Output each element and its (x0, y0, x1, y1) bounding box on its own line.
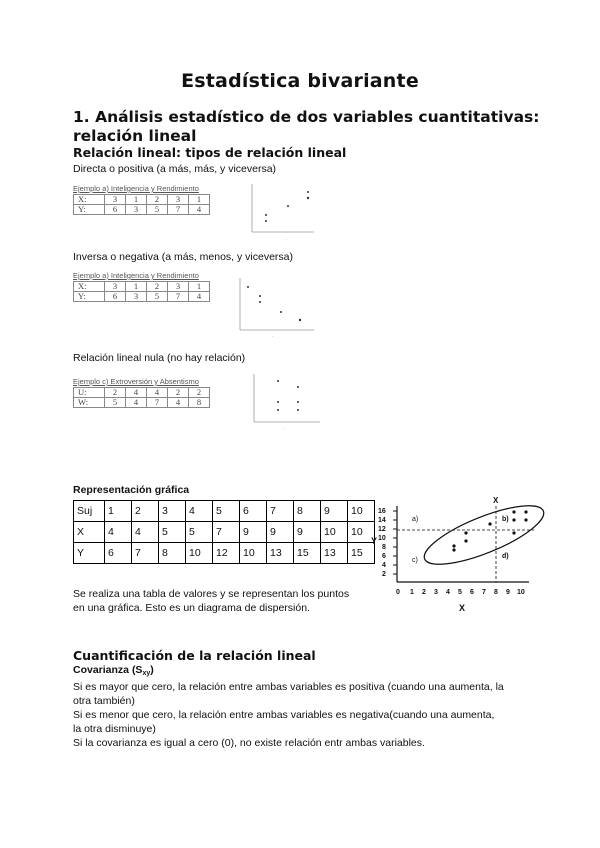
scatter-null (240, 372, 324, 432)
cell: 6 (105, 292, 126, 302)
text-line: otra también) (73, 695, 135, 707)
data-point (259, 295, 261, 297)
cell: 4 (189, 205, 210, 215)
data-point (488, 522, 491, 525)
cell: 9 (267, 522, 294, 543)
text-line: Si la covarianza es igual a cero (0), no existe relación entr ambas variables. (73, 737, 425, 749)
cell: 6 (105, 543, 132, 564)
data-point (524, 518, 527, 521)
cell: 1 (189, 282, 210, 292)
cell: 9 (321, 501, 348, 522)
text-line: la otra disminuye) (73, 723, 156, 735)
cell: 13 (321, 543, 348, 564)
cell: 10 (240, 543, 267, 564)
section-heading-line2: relación lineal (73, 127, 197, 145)
covariance-close: ) (150, 664, 154, 676)
cell: 1 (189, 195, 210, 205)
x-tick: 4 (446, 589, 450, 596)
cell: 7 (267, 501, 294, 522)
document-title: Estadística bivariante (181, 70, 419, 92)
cell: 3 (126, 205, 147, 215)
data-point (297, 386, 299, 388)
data-point (265, 214, 267, 216)
row-name: X: (74, 282, 105, 292)
text-line: en una gráfica. Esto es un diagrama de dispersión. (73, 602, 310, 614)
table-row (74, 292, 210, 302)
cell: 1 (105, 501, 132, 522)
data-point (307, 197, 309, 199)
y-tick: 8 (382, 544, 386, 551)
case-positive-label: Directa o positiva (a más, más, y viceversa) (73, 163, 277, 175)
y-ticks (393, 511, 397, 574)
cell: 4 (186, 501, 213, 522)
cell: 4 (126, 398, 147, 408)
y-tick: 2 (382, 571, 386, 578)
cell: 4 (168, 398, 189, 408)
cell: 7 (132, 543, 159, 564)
row-name: Y: (74, 205, 105, 215)
cell: 2 (105, 388, 126, 398)
case-null-caption: Ejemplo c) Extroversión y Absentismo (73, 377, 199, 386)
cell: 6 (240, 501, 267, 522)
x-tick: 0 (396, 589, 400, 596)
cell: 3 (168, 195, 189, 205)
data-point (452, 548, 455, 551)
cell: 4 (147, 388, 168, 398)
cell: 5 (105, 398, 126, 408)
table-row (74, 398, 210, 408)
cell: 1 (126, 282, 147, 292)
data-point (452, 544, 455, 547)
cell: 5 (213, 501, 240, 522)
cell: 2 (189, 388, 210, 398)
y-tick: 14 (378, 517, 386, 524)
values-table (73, 500, 378, 564)
quadrant-b-label: b) (502, 516, 509, 523)
cell: 5 (186, 522, 213, 543)
table-row (74, 543, 375, 564)
quadrant-a-label: a) (412, 516, 419, 523)
x-tick: 5 (458, 589, 462, 596)
x-axis-label: X (459, 603, 466, 613)
quantification-heading: Cuantificación de la relación lineal (73, 648, 316, 663)
row-name: U: (74, 388, 105, 398)
cell: 7 (213, 522, 240, 543)
section-heading (73, 108, 539, 146)
cell: 4 (189, 292, 210, 302)
cell: 9 (240, 522, 267, 543)
x-tick: 7 (482, 589, 486, 596)
data-point (307, 191, 309, 193)
axis-mark: · (272, 334, 274, 340)
text-line: Si es mayor que cero, la relación entre ambas variables es positiva (cuando una aumenta, la (73, 681, 504, 693)
quadrant-c-label: c) (412, 557, 418, 564)
case-negative-table (73, 271, 210, 302)
dispersion-diagram (364, 494, 550, 620)
x-tick: 8 (494, 589, 498, 596)
cell: 2 (147, 195, 168, 205)
quadrant-d-label: d) (502, 553, 509, 560)
subheading-relation-types: Relación lineal: tipos de relación lineal (73, 145, 347, 160)
table-row (74, 522, 375, 543)
data-point (297, 409, 299, 411)
table-row (74, 501, 375, 522)
case-negative-label: Inversa o negativa (a más, menos, y viceversa) (73, 251, 294, 263)
case-positive-table (73, 184, 210, 215)
data-point (512, 518, 515, 521)
row-name: W: (74, 398, 105, 408)
cell: 5 (159, 522, 186, 543)
covariance-subscript: xy (142, 670, 151, 677)
cell: Suj (74, 501, 105, 522)
cell: 2 (132, 501, 159, 522)
text-line: Se realiza una tabla de valores y se representan los puntos (73, 588, 350, 600)
y-tick: 16 (378, 508, 386, 515)
cell: 9 (294, 522, 321, 543)
text-line: Si es menor que cero, la relación entre ambas variables es negativa(cuando una aumenta, (73, 709, 495, 721)
y-tick: 4 (382, 562, 386, 569)
y-tick: 12 (378, 526, 386, 533)
cell: 15 (294, 543, 321, 564)
cell: 4 (105, 522, 132, 543)
x-tick: 1 (410, 589, 414, 596)
cell: Y (74, 543, 105, 564)
x-tick: 2 (422, 589, 426, 596)
table-row (74, 205, 210, 215)
cell: 8 (189, 398, 210, 408)
cell: 2 (168, 388, 189, 398)
representation-heading: Representación gráfica (73, 484, 190, 496)
table-row (74, 282, 210, 292)
data-point (259, 301, 261, 303)
data-point (247, 286, 249, 288)
cell: 10 (321, 522, 348, 543)
cell: 2 (147, 282, 168, 292)
scatter-negative (226, 276, 318, 340)
section-heading-line1: 1. Análisis estadístico de dos variables cuantitativas: (73, 108, 540, 126)
x-tick: 6 (470, 589, 474, 596)
axis-mark: · (286, 237, 288, 242)
cell: 3 (105, 195, 126, 205)
y-axis-label: Y (371, 536, 378, 546)
data-point (512, 510, 515, 513)
cell: 7 (168, 292, 189, 302)
x-tick: 10 (517, 589, 525, 596)
x-tick: 3 (434, 589, 438, 596)
data-point (464, 539, 467, 542)
case-negative-caption: Ejemplo a) Inteligencia y Rendimiento (73, 271, 199, 280)
cell: 13 (267, 543, 294, 564)
axis-mark: · (284, 426, 286, 432)
cell: 7 (168, 205, 189, 215)
data-point (512, 531, 515, 534)
cell: 12 (213, 543, 240, 564)
table-row (74, 388, 210, 398)
row-name: Y: (74, 292, 105, 302)
cell: 15 (348, 543, 375, 564)
case-null-label: Relación lineal nula (no hay relación) (73, 352, 246, 364)
y-tick: 10 (378, 535, 386, 542)
data-point (265, 220, 267, 222)
row-name: X: (74, 195, 105, 205)
data-point (277, 409, 279, 411)
case-null-table (73, 377, 210, 408)
cell: 3 (105, 282, 126, 292)
case-positive-caption: Ejemplo a) Inteligencia y Rendimiento (73, 184, 199, 193)
scatter-positive (238, 180, 318, 242)
cell: 4 (132, 522, 159, 543)
covariance-label (73, 664, 154, 677)
cell: 8 (294, 501, 321, 522)
table-row (74, 195, 210, 205)
data-point (287, 205, 289, 207)
covariance-text: Covarianza (S (73, 664, 143, 676)
trend-ellipse (418, 494, 550, 575)
cell: 10 (186, 543, 213, 564)
cell: 7 (147, 398, 168, 408)
covariance-explanation (73, 680, 504, 750)
cell: 5 (147, 205, 168, 215)
data-point (277, 380, 279, 382)
cell: 3 (126, 292, 147, 302)
cell: 3 (168, 282, 189, 292)
cell: 3 (159, 501, 186, 522)
cell: 10 (348, 501, 375, 522)
data-point (297, 401, 299, 403)
data-point (464, 531, 467, 534)
cell: X (74, 522, 105, 543)
cell: 1 (126, 195, 147, 205)
data-point (280, 311, 282, 313)
data-point (277, 401, 279, 403)
representation-text (73, 587, 349, 615)
cell: 5 (147, 292, 168, 302)
cell: 4 (126, 388, 147, 398)
cell: 8 (159, 543, 186, 564)
data-point (299, 319, 301, 321)
cell: 6 (105, 205, 126, 215)
cell: 10 (348, 522, 375, 543)
y-tick: 6 (382, 553, 386, 560)
x-mean-label: X (493, 496, 499, 505)
x-tick: 9 (506, 589, 510, 596)
data-point (524, 510, 527, 513)
